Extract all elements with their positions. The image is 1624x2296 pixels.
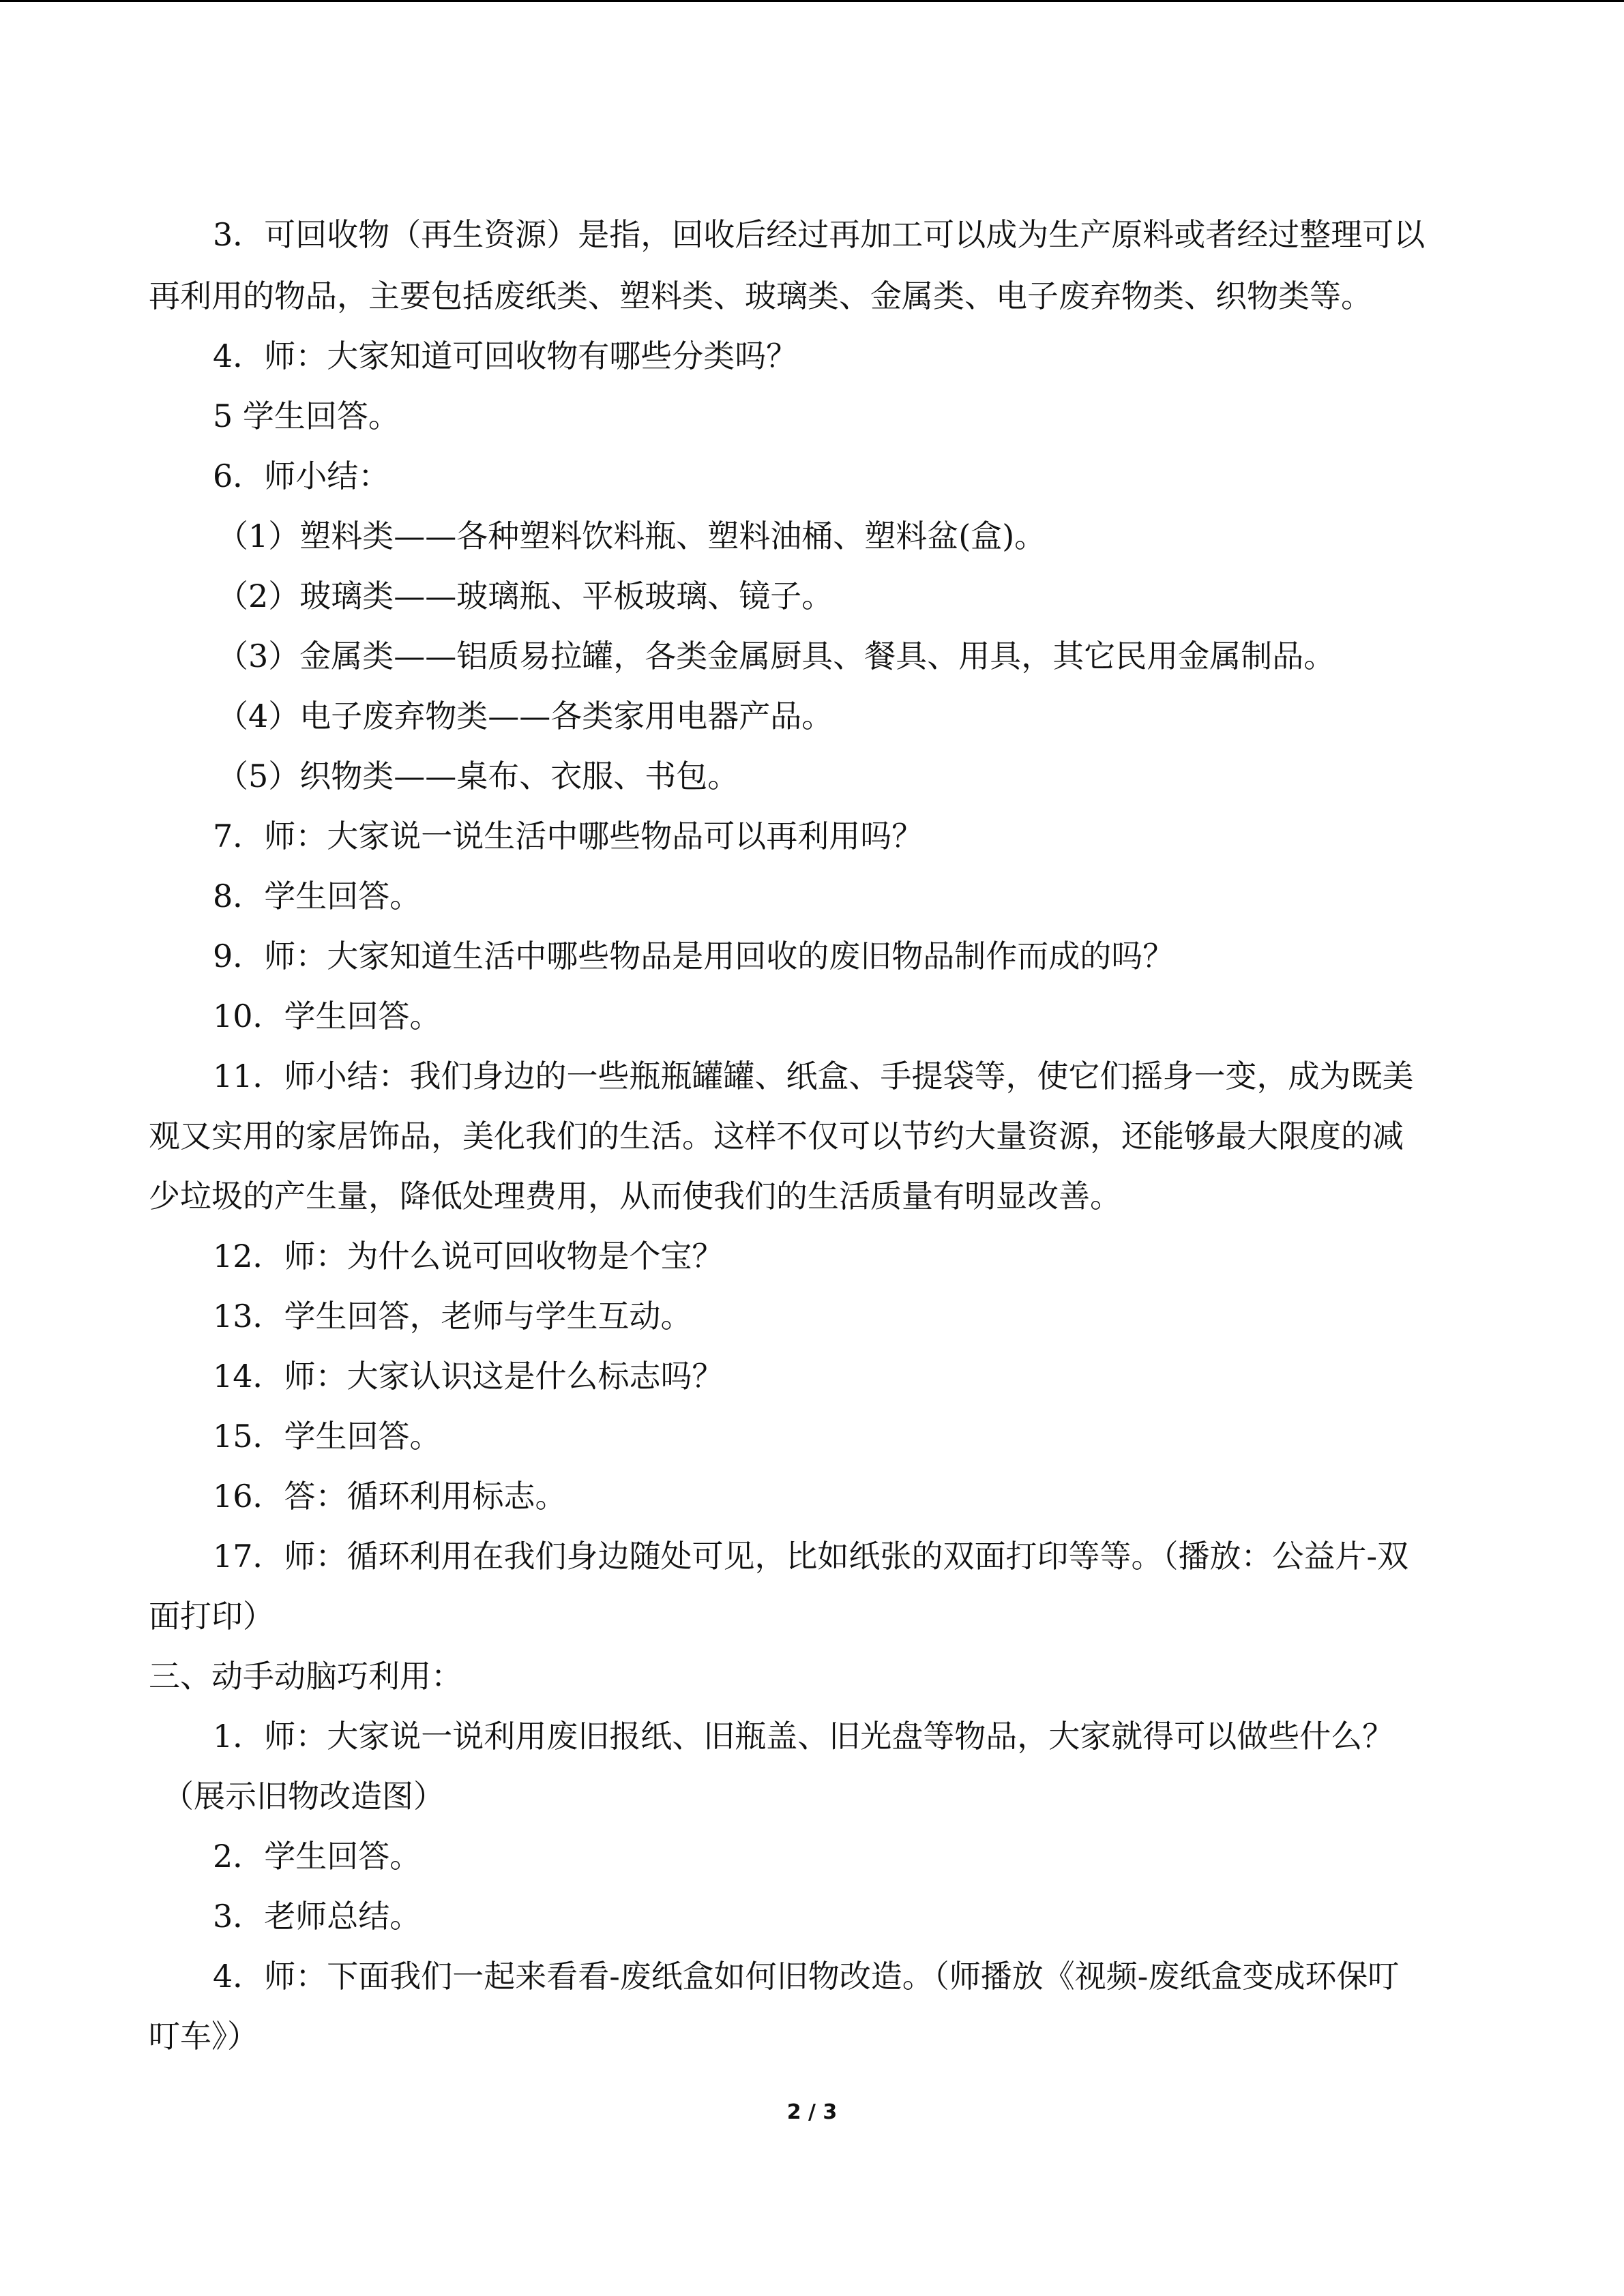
- paragraph-line: 15．学生回答。: [213, 1418, 441, 1455]
- paragraph-line: 8．学生回答。: [213, 878, 422, 914]
- paragraph-line: 17．师：循环利用在我们身边随处可见，比如纸张的双面打印等等。（播放：公益片-双: [213, 1538, 1409, 1575]
- list-item: （2）玻璃类——玻璃瓶、平板玻璃、镜子。: [217, 578, 833, 614]
- paragraph-line: 少垃圾的产生量，降低处理费用，从而使我们的生活质量有明显改善。: [149, 1178, 1121, 1214]
- paragraph-line: 1．师：大家说一说利用废旧报纸、旧瓶盖、旧光盘等物品，大家就得可以做些什么？: [213, 1718, 1394, 1755]
- paragraph-line: 5 学生回答。: [213, 398, 400, 434]
- paragraph-line: 3．老师总结。: [213, 1898, 422, 1935]
- paragraph-line: 9．师：大家知道生活中哪些物品是用回收的废旧物品制作而成的吗？: [213, 938, 1175, 974]
- paragraph-line: 叮车》）: [149, 2018, 259, 2055]
- paragraph-line: 6．师小结：: [213, 458, 390, 494]
- paragraph-line: 再利用的物品，主要包括废纸类、塑料类、玻璃类、金属类、电子废弃物类、织物类等。: [149, 278, 1372, 314]
- paragraph-line: 16．答：循环利用标志。: [213, 1478, 567, 1515]
- paragraph-line: 11．师小结：我们身边的一些瓶瓶罐罐、纸盒、手提袋等，使它们摇身一变，成为既美: [213, 1058, 1414, 1094]
- list-item: （4）电子废弃物类——各类家用电器产品。: [217, 698, 833, 734]
- paragraph-line: 13．学生回答，老师与学生互动。: [213, 1298, 692, 1335]
- paragraph-line: 3．可回收物（再生资源）是指，回收后经过再加工可以成为生产原料或者经过整理可以: [213, 216, 1426, 253]
- paragraph-line: 7．师：大家说一说生活中哪些物品可以再利用吗？: [213, 818, 924, 854]
- paragraph-line: 面打印）: [149, 1598, 274, 1635]
- paragraph-line: 10．学生回答。: [213, 998, 441, 1034]
- paragraph-line: 14．师：大家认识这是什么标志吗？: [213, 1358, 724, 1395]
- paragraph-line: 12．师：为什么说可回收物是个宝？: [213, 1238, 724, 1274]
- list-item: （1）塑料类——各种塑料饮料瓶、塑料油桶、塑料盆(盒)。: [217, 518, 1046, 554]
- paragraph-line: 观又实用的家居饰品，美化我们的生活。这样不仅可以节约大量资源，还能够最大限度的减: [149, 1118, 1404, 1154]
- paragraph-line: （展示旧物改造图）: [162, 1778, 445, 1815]
- section-heading: 三、动手动脑巧利用：: [149, 1658, 462, 1695]
- list-item: （3）金属类——铝质易拉罐，各类金属厨具、餐具、用具，其它民用金属制品。: [217, 638, 1335, 674]
- list-item: （5）织物类——桌布、衣服、书包。: [217, 758, 739, 794]
- page-number: 2 / 3: [786, 2100, 838, 2124]
- paragraph-line: 4．师：大家知道可回收物有哪些分类吗？: [213, 338, 798, 374]
- paragraph-line: 2．学生回答。: [213, 1838, 422, 1875]
- paragraph-line: 4．师：下面我们一起来看看-废纸盒如何旧物改造。（师播放《视频-废纸盒变成环保叮: [213, 1958, 1400, 1995]
